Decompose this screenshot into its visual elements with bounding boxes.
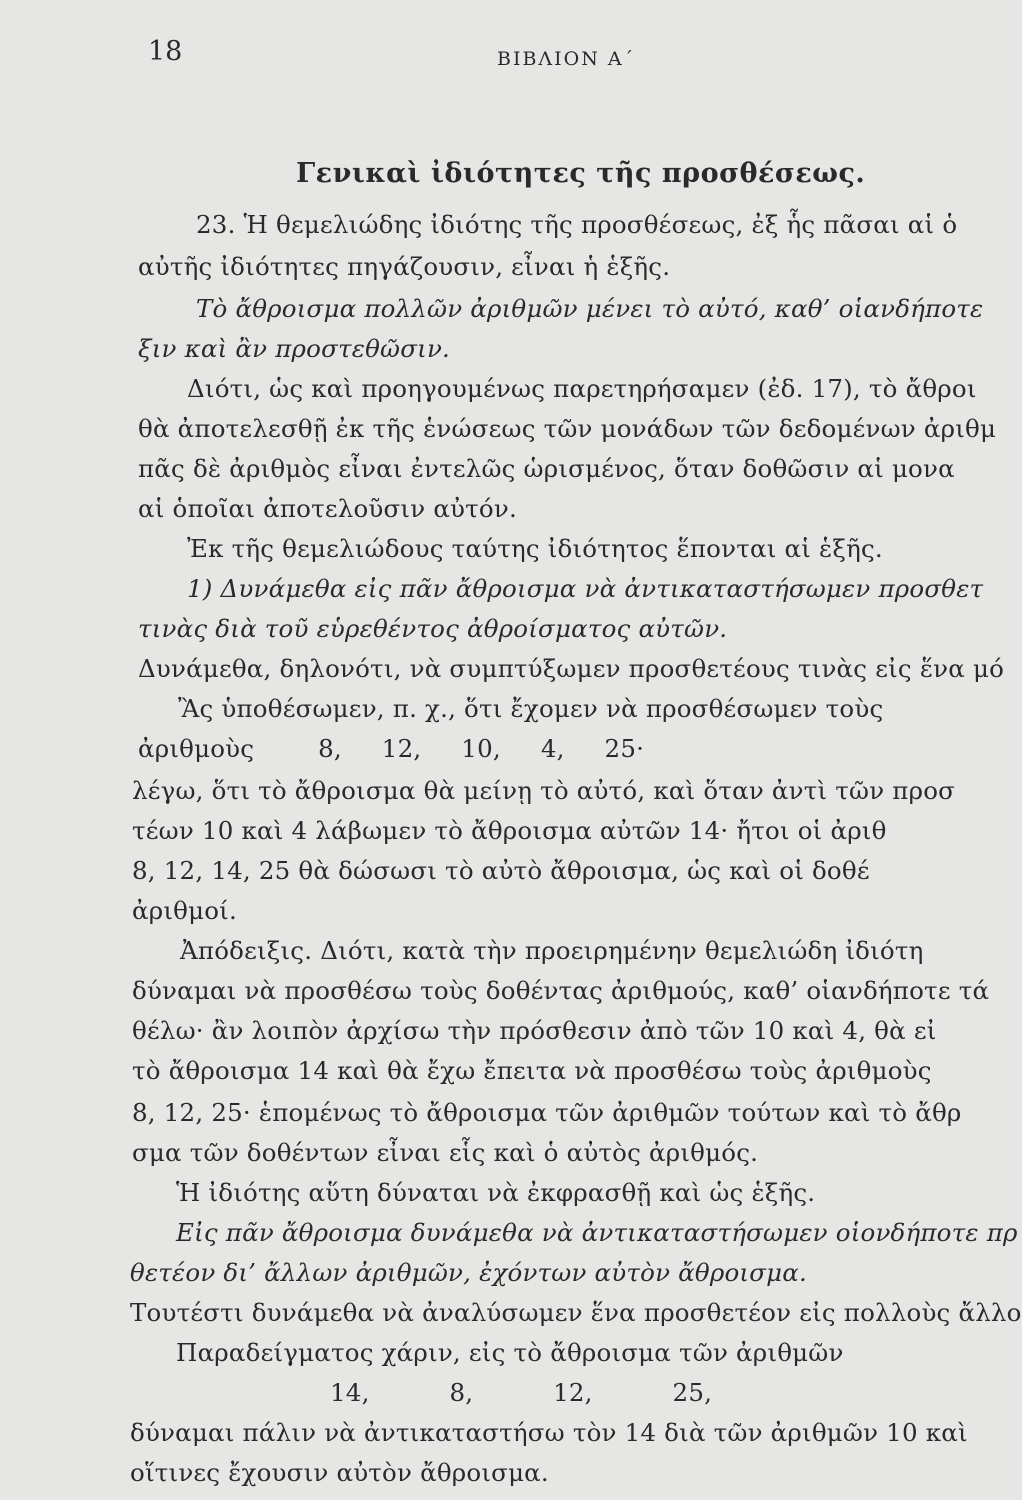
text-line: 14, 8, 12, 25,: [330, 1378, 713, 1407]
running-head: ΒΙΒΛΙΟΝ Α΄: [497, 48, 636, 70]
text-line: Ἂς ὑποθέσωμεν, π. χ., ὅτι ἔχομεν νὰ προσθέσωμεν τοὺς: [178, 694, 884, 723]
text-line: ἀριθμοί.: [132, 896, 237, 925]
section-title: Γενικαὶ ἰδιότητες τῆς προσθέσεως.: [296, 158, 866, 189]
text-line: θέλω· ἂν λοιπὸν ἀρχίσω τὴν πρόσθεσιν ἀπὸ τῶν 10 καὶ 4, θὰ εἰ: [132, 1016, 937, 1045]
text-line: Τουτέστι δυνάμεθα νὰ ἀναλύσωμεν ἕνα προσθετέον εἰς πολλοὺς ἄλλο: [130, 1298, 1022, 1327]
text-line: 23. Ἡ θεμελιώδης ἰδιότης τῆς προσθέσεως, ἐξ ἧς πᾶσαι αἱ ὁ: [196, 210, 958, 239]
text-line: ξιν καὶ ἂν προστεθῶσιν.: [138, 334, 451, 363]
text-line: Δυνάμεθα, δηλονότι, νὰ συμπτύξωμεν προσθετέους τινὰς εἰς ἕνα μό: [138, 654, 1005, 683]
text-line: 8, 12, 14, 25 θὰ δώσωσι τὸ αὐτὸ ἄθροισμα, ὡς καὶ οἱ δοθέ: [132, 856, 870, 885]
text-line: Ἐκ τῆς θεμελιώδους ταύτης ἰδιότητος ἕπονται αἱ ἑξῆς.: [187, 534, 883, 563]
text-line: αἱ ὁποῖαι ἀποτελοῦσιν αὐτόν.: [138, 494, 517, 523]
text-line: αὐτῆς ἰδιότητες πηγάζουσιν, εἶναι ἡ ἑξῆς.: [138, 252, 671, 281]
text-line: Παραδείγματος χάριν, εἰς τὸ ἄθροισμα τῶν ἀριθμῶν: [176, 1338, 844, 1367]
text-line: Ἀπόδειξις. Διότι, κατὰ τὴν προειρημένην θεμελιώδη ἰδιότη: [180, 936, 924, 965]
page-number: 18: [148, 36, 183, 67]
text-line: πᾶς δὲ ἀριθμὸς εἶναι ἐντελῶς ὡρισμένος, ὅταν δοθῶσιν αἱ μονα: [138, 454, 955, 483]
text-line: οἵτινες ἔχουσιν αὐτὸν ἄθροισμα.: [130, 1458, 549, 1487]
text-line: Τὸ ἄθροισμα πολλῶν ἀριθμῶν μένει τὸ αὐτό, καθ’ οἱανδήποτε: [196, 294, 984, 323]
text-line: θὰ ἀποτελεσθῇ ἐκ τῆς ἑνώσεως τῶν μονάδων τῶν δεδομένων ἀριθμ: [138, 414, 997, 443]
text-line: τὸ ἄθροισμα 14 καὶ θὰ ἔχω ἔπειτα νὰ προσθέσω τοὺς ἀριθμοὺς: [132, 1056, 932, 1085]
text-line: ἀριθμοὺς 8, 12, 10, 4, 25·: [138, 734, 645, 763]
text-line: λέγω, ὅτι τὸ ἄθροισμα θὰ μείνῃ τὸ αὐτό, καὶ ὅταν ἀντὶ τῶν προσ: [132, 776, 956, 805]
text-line: Διότι, ὡς καὶ προηγουμένως παρετηρήσαμεν (ἐδ. 17), τὸ ἄθροι: [187, 374, 977, 403]
text-line: δύναμαι πάλιν νὰ ἀντικαταστήσω τὸν 14 διὰ τῶν ἀριθμῶν 10 καὶ: [130, 1418, 968, 1447]
text-line: τέων 10 καὶ 4 λάβωμεν τὸ ἄθροισμα αὐτῶν 14· ἤτοι οἱ ἀριθ: [132, 816, 887, 845]
text-line: σμα τῶν δοθέντων εἶναι εἷς καὶ ὁ αὐτὸς ἀριθμός.: [132, 1138, 759, 1167]
text-line: Εἰς πᾶν ἄθροισμα δυνάμεθα νὰ ἀντικαταστήσωμεν οἱονδήποτε πρ: [176, 1218, 1018, 1247]
text-line: 8, 12, 25· ἑπομένως τὸ ἄθροισμα τῶν ἀριθμῶν τούτων καὶ τὸ ἄθρ: [132, 1098, 962, 1127]
text-line: θετέον δι’ ἄλλων ἀριθμῶν, ἐχόντων αὐτὸν ἄθροισμα.: [130, 1258, 808, 1287]
text-line: 1) Δυνάμεθα εἰς πᾶν ἄθροισμα νὰ ἀντικαταστήσωμεν προσθετ: [187, 574, 984, 603]
text-line: Ἡ ἰδιότης αὕτη δύναται νὰ ἐκφρασθῇ καὶ ὡς ἑξῆς.: [176, 1178, 816, 1207]
text-line: δύναμαι νὰ προσθέσω τοὺς δοθέντας ἀριθμούς, καθ’ οἱανδήποτε τά: [132, 976, 990, 1005]
text-line: τινὰς διὰ τοῦ εὑρεθέντος ἀθροίσματος αὐτῶν.: [138, 614, 728, 643]
